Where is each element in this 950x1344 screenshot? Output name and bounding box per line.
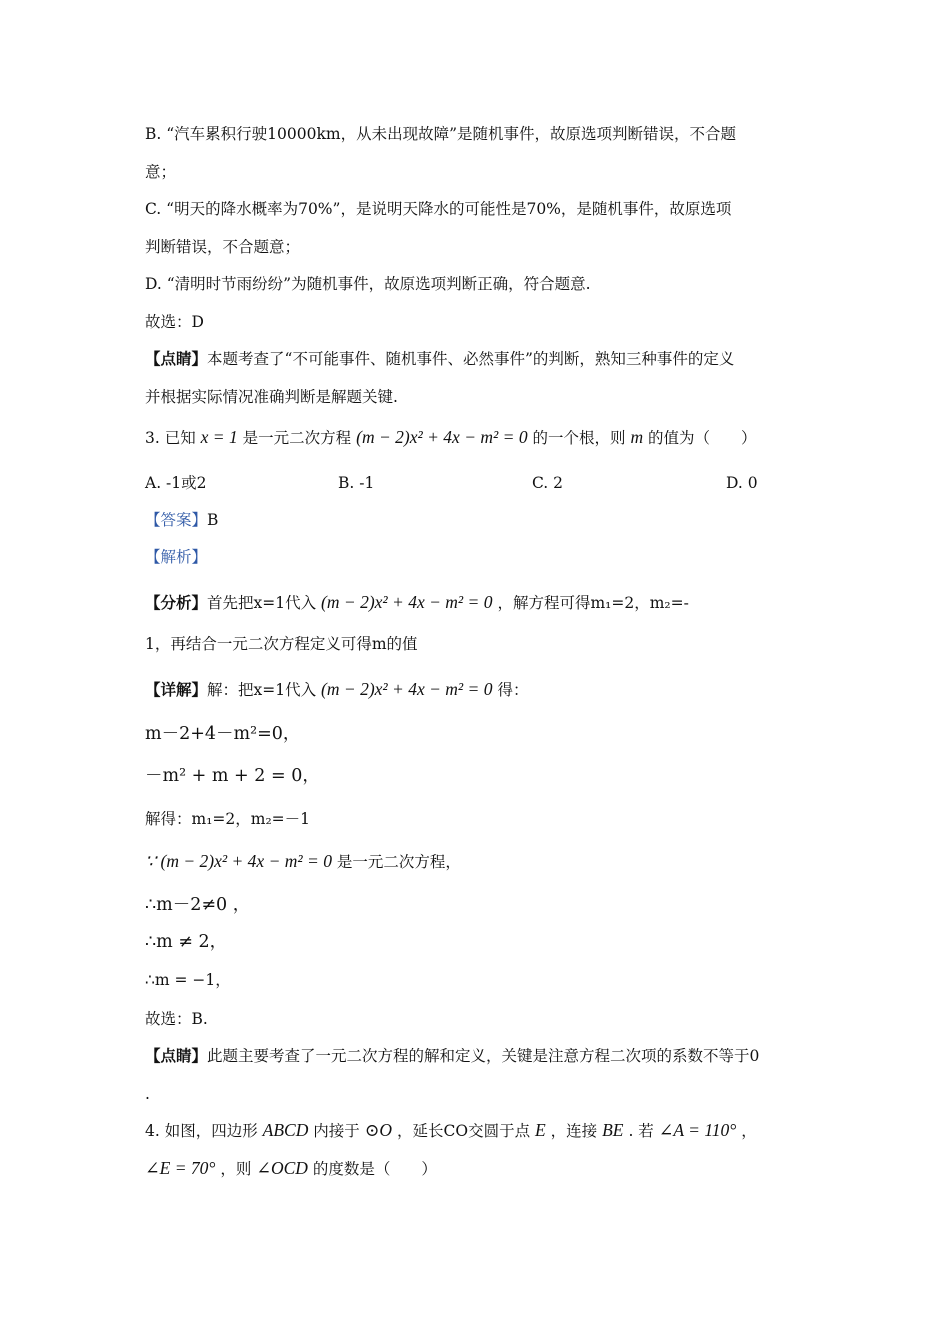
text-line-continuation: 意； bbox=[145, 163, 177, 181]
math-expression: (m − 2)x² + 4x − m² = 0 bbox=[321, 679, 493, 699]
solution-step: m－2+4－m²=0， bbox=[145, 724, 301, 744]
math-expression: (m − 2)x² + 4x − m² = 0 bbox=[356, 427, 528, 447]
option-a: A. -1或2 bbox=[145, 474, 207, 492]
math-expression: ∵ (m − 2)x² + 4x − m² = 0 bbox=[145, 851, 332, 871]
answer-line: 【答案】B bbox=[145, 511, 219, 529]
solution-step: ∵ (m − 2)x² + 4x − m² = 0 是一元二次方程， bbox=[145, 851, 461, 871]
math-variable: E bbox=[535, 1120, 546, 1140]
text-line-choice: 故选：D bbox=[145, 313, 204, 331]
solution-step: ∴m ≠ 2， bbox=[145, 932, 228, 952]
math-expression: (m − 2)x² + 4x − m² = 0 bbox=[321, 592, 493, 612]
comment-tag: 【点睛】 bbox=[145, 1046, 208, 1065]
option-c: C. 2 bbox=[532, 474, 564, 492]
analysis-tag: 【解析】 bbox=[145, 548, 208, 566]
circle-symbol: ⊙O bbox=[364, 1120, 393, 1140]
math-expression: ∠A = 110° bbox=[658, 1120, 737, 1140]
math-variable: m bbox=[630, 427, 644, 447]
text-line-continuation: 并根据实际情况准确判断是解题关键. bbox=[145, 388, 398, 406]
comment-tag: 【点睛】 bbox=[145, 349, 208, 368]
text-line-comment: 【点睛】本题考查了“不可能事件、随机事件、必然事件”的判断，熟知三种事件的定义 bbox=[145, 349, 735, 368]
text-line-option-d: D. “清明时节雨纷纷”为随机事件，故原选项判断正确，符合题意. bbox=[145, 275, 591, 293]
analysis-line: 【分析】首先把x=1代入 (m − 2)x² + 4x − m² = 0 ，解方程可得m₁=2，m₂=- bbox=[145, 592, 689, 612]
math-expression: ∠E = 70° bbox=[145, 1158, 216, 1178]
text-line-continuation: 判断错误，不合题意； bbox=[145, 238, 301, 256]
question-4: 4. 如图，四边形 ABCD 内接于 ⊙O ，延长CO交圆于点 E ，连接 BE . 若 ∠A = 110° ， bbox=[145, 1120, 757, 1140]
math-expression: ∠OCD bbox=[256, 1158, 308, 1178]
option-d: D. 0 bbox=[726, 474, 758, 492]
math-expression: BE bbox=[602, 1120, 624, 1140]
analysis-heading bbox=[145, 545, 207, 569]
solution-step: －m² + m + 2 = 0， bbox=[145, 766, 320, 786]
text-line-continuation: . bbox=[145, 1085, 150, 1103]
analysis-sub-tag: 【分析】 bbox=[145, 593, 208, 612]
solution-step: 故选：B. bbox=[145, 1010, 208, 1028]
detail-tag: 【详解】 bbox=[145, 680, 208, 699]
solution-step: ∴m－2≠0 ， bbox=[145, 895, 251, 915]
text-line-option-b: B. “汽车累积行驶10000km，从未出现故障”是随机事件，故原选项判断错误，不合题 bbox=[145, 125, 736, 143]
detail-line: 【详解】解：把x=1代入 (m − 2)x² + 4x − m² = 0 得： bbox=[145, 679, 529, 699]
solution-step: 解得：m₁=2，m₂=－1 bbox=[145, 810, 311, 828]
text-line-continuation: 1，再结合一元二次方程定义可得m的值 bbox=[145, 635, 418, 653]
math-expression: ABCD bbox=[262, 1120, 309, 1140]
answer-tag: 【答案】 bbox=[145, 511, 208, 529]
option-b: B. -1 bbox=[338, 474, 375, 492]
question-4-continuation: ∠E = 70° ，则 ∠OCD 的度数是（ ） bbox=[145, 1158, 437, 1178]
solution-step: ∴m = −1， bbox=[145, 971, 231, 989]
question-3: 3. 已知 x = 1 是一元二次方程 (m − 2)x² + 4x − m² = 0 的一个根，则 m 的值为（ ） bbox=[145, 427, 757, 447]
comment-line: 【点睛】此题主要考查了一元二次方程的解和定义，关键是注意方程二次项的系数不等于0 bbox=[145, 1046, 760, 1065]
text-line-option-c: C. “明天的降水概率为70%”，是说明天降水的可能性是70%，是随机事件，故原选项 bbox=[145, 200, 732, 218]
math-expression: x = 1 bbox=[200, 427, 238, 447]
